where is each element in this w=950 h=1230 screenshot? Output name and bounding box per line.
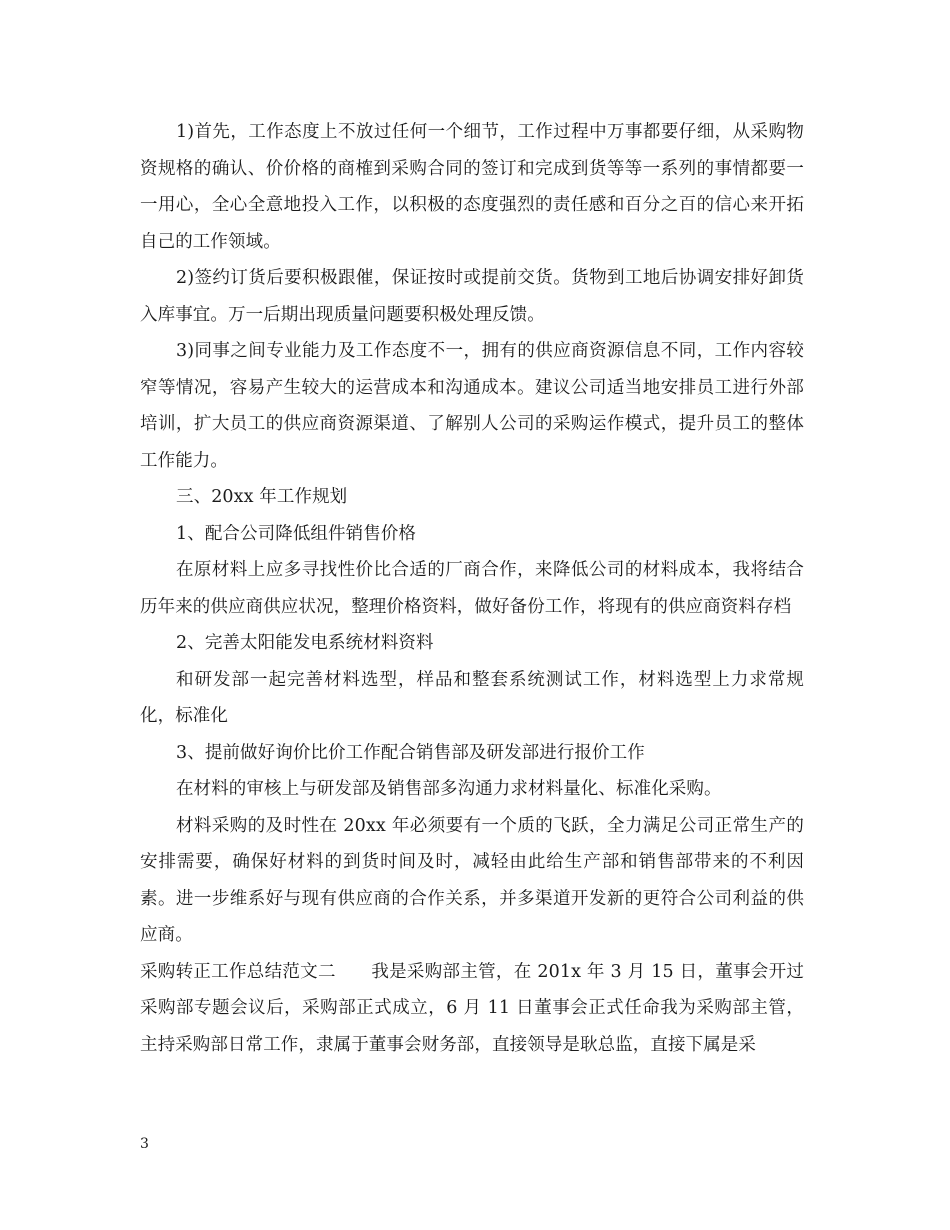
paragraph-3: 3)同事之间专业能力及工作态度不一，拥有的供应商资源信息不同，工作内容较窄等情况，容易产生较大的运营成本和沟通成本。建议公司适当地安排员工进行外部培训，扩大员工的供应商资源渠道、了解别人公司的采购运作模式，提升员工的整体工作能力。 xyxy=(140,341,804,471)
document-body xyxy=(140,114,804,1063)
page-number: 3 xyxy=(140,1136,149,1152)
plan-item-3-body: 在材料的审核上与研发部及销售部多沟通力求材料量化、标准化采购。 xyxy=(176,779,722,799)
paragraph-2: 2)签约订货后要积极跟催，保证按时或提前交货。货物到工地后协调安排好卸货入库事宜。万一后期出现质量问题要积极处理反馈。 xyxy=(140,268,804,325)
plan-item-2-heading: 2、完善太阳能发电系统材料资料 xyxy=(176,633,434,653)
section-heading-plan: 三、20xx 年工作规划 xyxy=(176,487,348,507)
paragraph-sample-two: 采购转正工作总结范文二 我是采购部主管，在 201x 年 3 月 15 日，董事会开过采购部专题会议后，采购部正式成立，6 月 11 日董事会正式任命我为采购部主管，主持采购部日常工作，隶属于董事会财务部，直接领导是耿总监，直接下属是采 xyxy=(140,961,804,1055)
plan-item-1-heading: 1、配合公司降低组件销售价格 xyxy=(176,523,417,544)
plan-item-2-body: 和研发部一起完善材料选型，样品和整套系统测试工作，材料选型上力求常规化，标准化 xyxy=(140,669,804,726)
plan-item-3-heading: 3、提前做好询价比价工作配合销售部及研发部进行报价工作 xyxy=(176,742,645,763)
paragraph-1: 1)首先，工作态度上不放过任何一个细节，工作过程中万事都要仔细，从采购物资规格的确认、价价格的商榷到采购合同的签订和完成到货等等一系列的事情都要一一用心，全心全意地投入工作，以积极的态度强烈的责任感和百分之百的信心来开拓自己的工作领域。 xyxy=(140,122,804,252)
paragraph-timeliness: 材料采购的及时性在 20xx 年必须要有一个质的飞跃，全力满足公司正常生产的安排需要，确保好材料的到货时间及时，减轻由此给生产部和销售部带来的不利因素。进一步维系好与现有供应商的合作关系，并多渠道开发新的更符合公司利益的供应商。 xyxy=(140,815,804,945)
plan-item-1-body: 在原材料上应多寻找性价比合适的厂商合作，来降低公司的材料成本，我将结合历年来的供应商供应状况，整理价格资料，做好备份工作，将现有的供应商资料存档 xyxy=(140,560,804,617)
